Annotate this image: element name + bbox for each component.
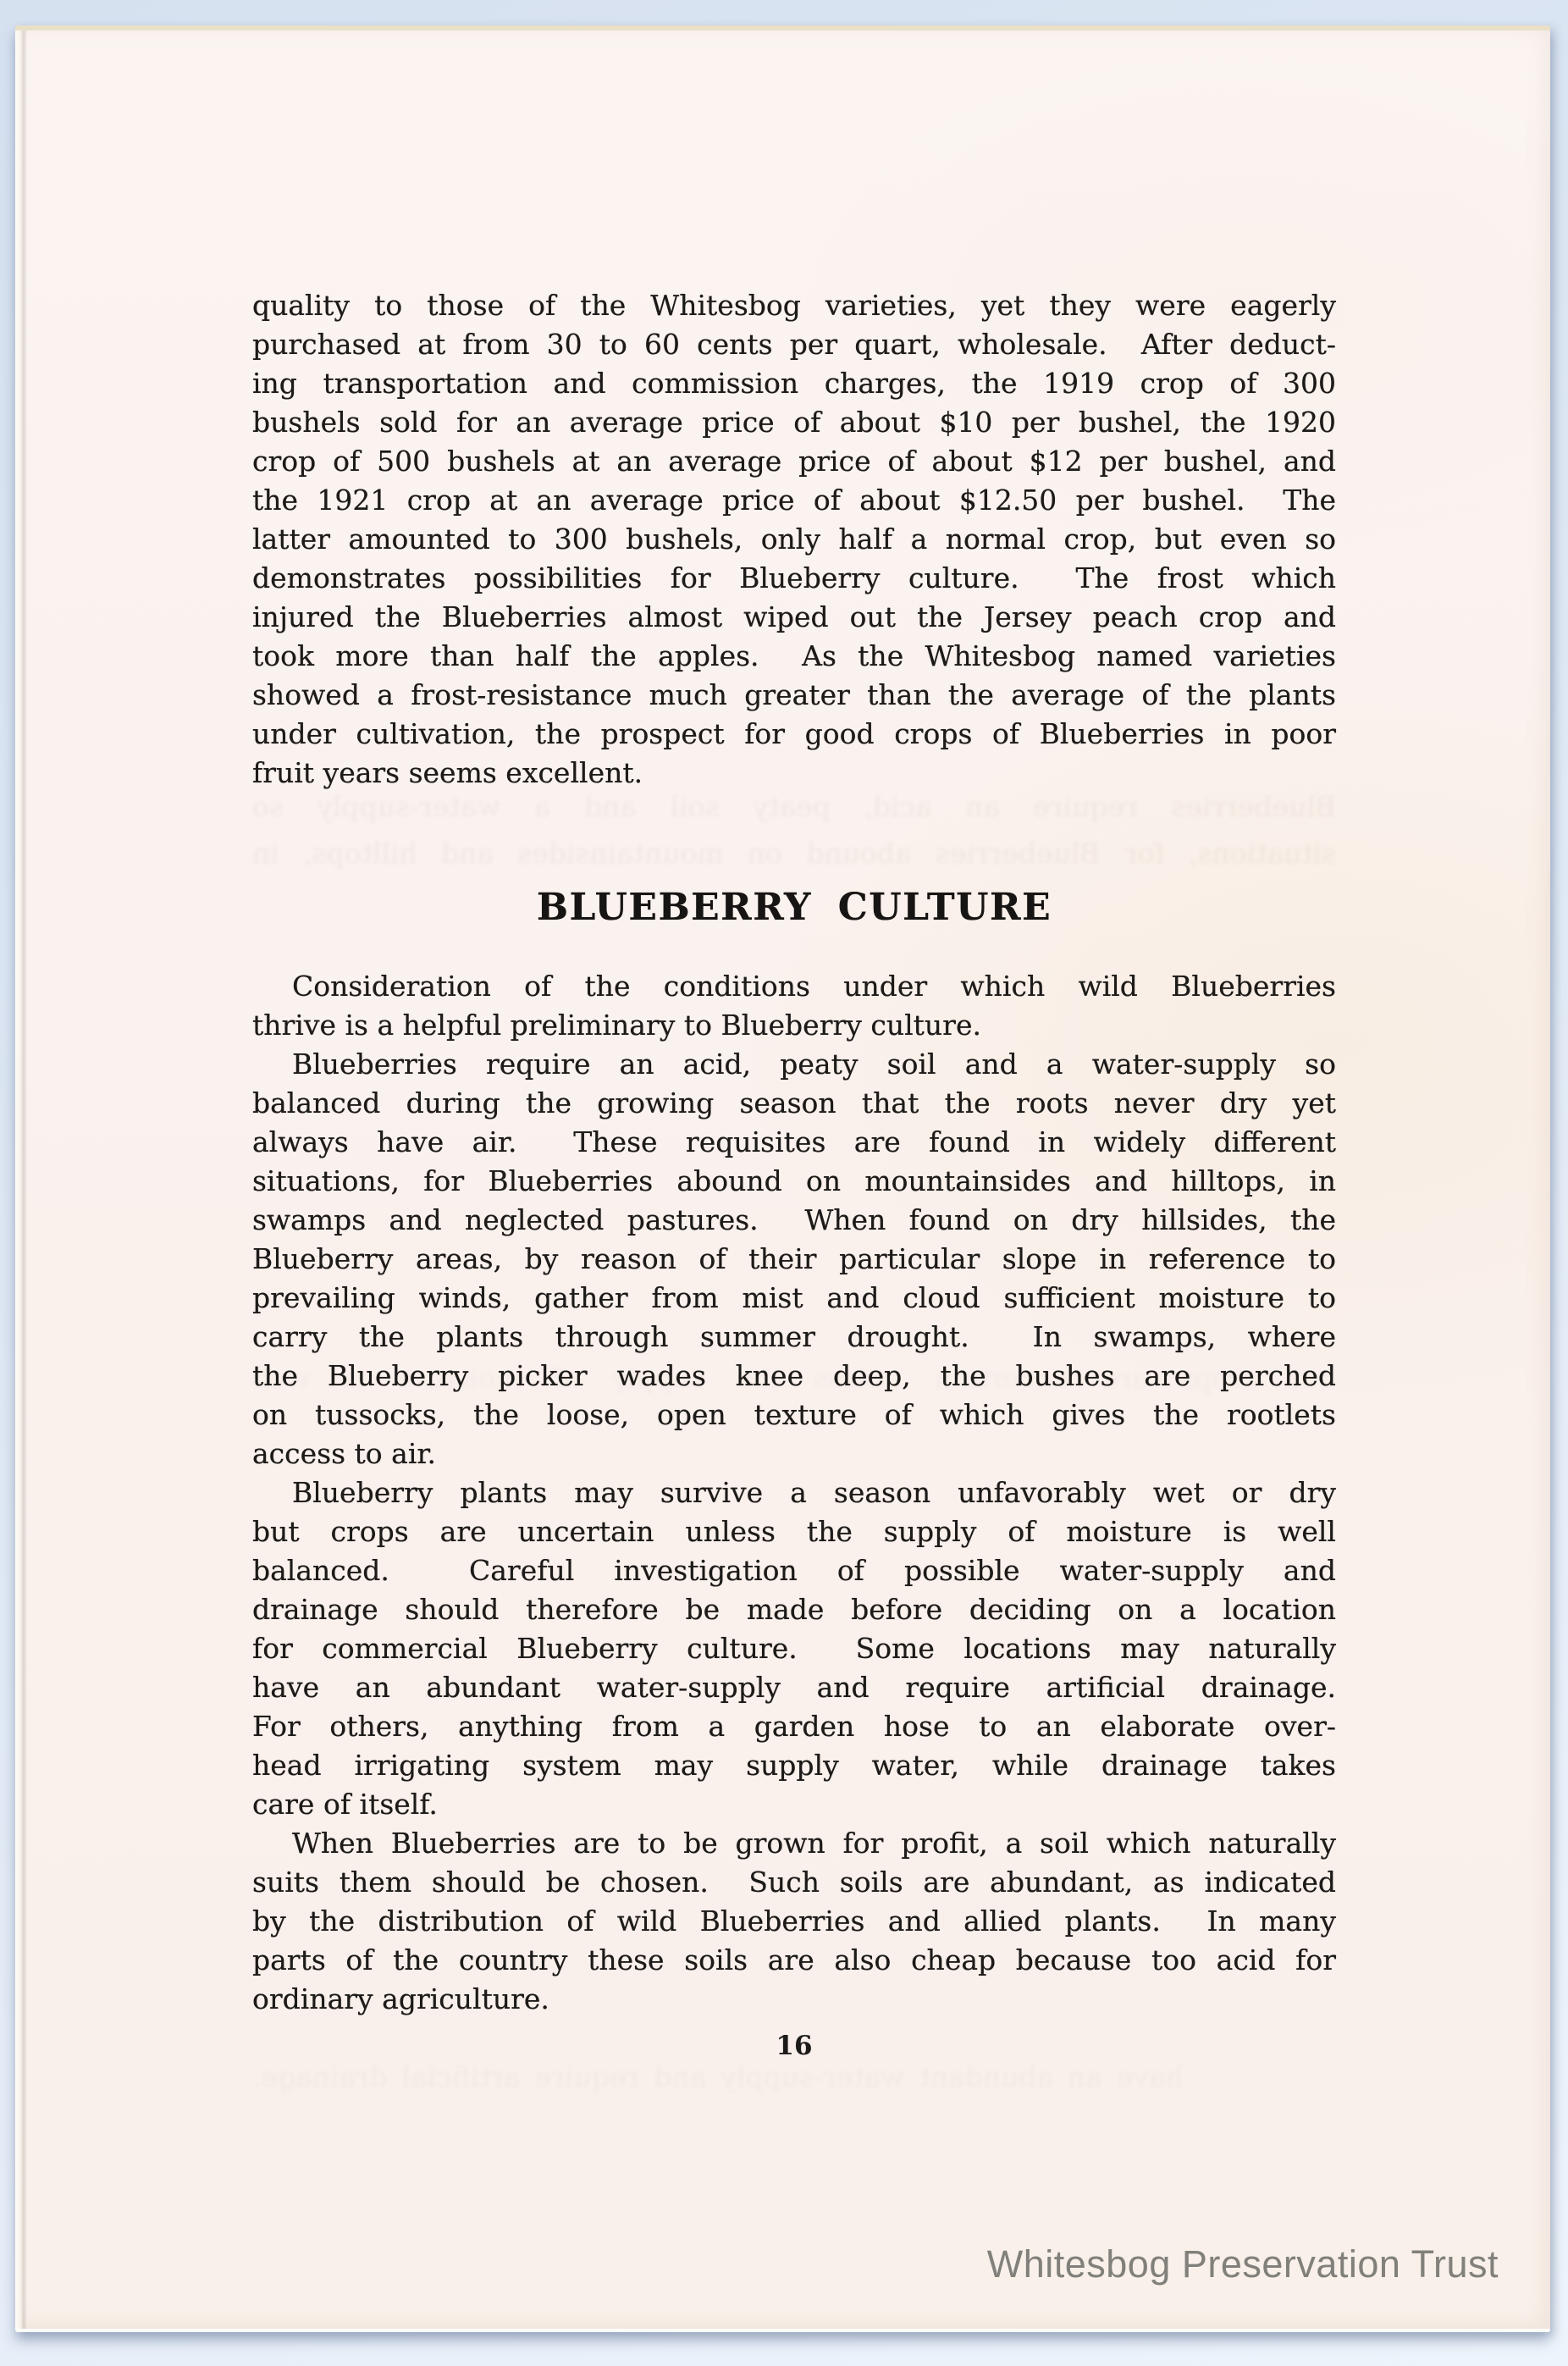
page-text-block: [252, 286, 1336, 2063]
text-line: care of itself.: [252, 1788, 438, 1821]
text-line: have an abundant water-supply and require artificial drainage.: [252, 1671, 1336, 1704]
text-line: by the distribution of wild Blueberries and allied plants. In many: [252, 1904, 1336, 1938]
text-line: situations, for Blueberries abound on mountainsides and hilltops, in: [252, 1164, 1336, 1197]
text-line: latter amounted to 300 bushels, only half a normal crop, but even so: [252, 522, 1336, 556]
book-page: [15, 25, 1550, 2332]
text-line: on tussocks, the loose, open texture of which gives the rootlets: [252, 1398, 1336, 1431]
watermark-text: Whitesbog Preservation Trust: [986, 2242, 1499, 2286]
paragraph-grown-for-profit: [252, 1824, 1336, 2019]
text-line: When Blueberries are to be grown for profit, a soil which naturally: [292, 1827, 1336, 1860]
text-line: the 1921 crop at an average price of about $12.50 per bushel. The: [252, 484, 1336, 517]
text-line: carry the plants through summer drought. In swamps, where: [252, 1320, 1336, 1353]
text-line: for commercial Blueberry culture. Some locations may naturally: [252, 1632, 1336, 1665]
paragraph-continuation: [252, 286, 1336, 793]
text-line: drainage should therefore be made before deciding on a location: [252, 1593, 1336, 1626]
text-line: head irrigating system may supply water, while drainage takes: [252, 1749, 1336, 1782]
text-line: took more than half the apples. As the Whitesbog named varieties: [252, 639, 1336, 672]
text-line: access to air.: [252, 1437, 437, 1470]
text-line: balanced during the growing season that the roots never dry yet: [252, 1086, 1336, 1119]
text-line: Blueberries require an acid, peaty soil and a water-supply so: [292, 1048, 1336, 1081]
text-line: thrive is a helpful preliminary to Blueberry culture.: [252, 1009, 981, 1042]
paragraph-consideration: [252, 967, 1336, 1045]
text-line: For others, anything from a garden hose to an elaborate over-: [252, 1710, 1336, 1743]
text-line: crop of 500 bushels at an average price of about $12 per bushel, and: [252, 445, 1336, 478]
ghost-line: situations, for Blueberries abound on mountainsides and hilltops, in: [252, 837, 1336, 870]
text-line: Blueberry plants may survive a season unfavorably wet or dry: [292, 1476, 1336, 1509]
text-line: bushels sold for an average price of about $10 per bushel, the 1920: [252, 406, 1336, 439]
text-line: balanced. Careful investigation of possible water-supply and: [252, 1554, 1336, 1587]
text-line: injured the Blueberries almost wiped out the Jersey peach crop and: [252, 600, 1336, 633]
text-line: showed a frost-resistance much greater than the average of the plants: [252, 678, 1336, 711]
text-line: ing transportation and commission charges, the 1919 crop of 300: [252, 367, 1336, 400]
paragraph-water-supply: [252, 1473, 1336, 1824]
text-line: purchased at from 30 to 60 cents per quart, wholesale. After deduct-: [252, 328, 1336, 361]
text-line: Consideration of the conditions under which wild Blueberries: [292, 970, 1336, 1003]
page-number: 16: [776, 2031, 813, 2061]
section-heading: BLUEBERRY CULTURE: [536, 886, 1052, 929]
text-line: quality to those of the Whitesbog varieties, yet they were eagerly: [252, 289, 1336, 322]
text-line: swamps and neglected pastures. When found on dry hillsides, the: [252, 1203, 1336, 1236]
text-line: ordinary agriculture.: [252, 1982, 549, 2015]
text-line: the Blueberry picker wades knee deep, the bushes are perched: [252, 1359, 1336, 1392]
page-stack-edge: [15, 30, 27, 2329]
ghost-line: Blueberries require an acid, peaty soil and a water-supply so: [252, 790, 1336, 823]
text-line: Blueberry areas, by reason of their particular slope in reference to: [252, 1242, 1336, 1275]
text-line: prevailing winds, gather from mist and cloud sufficient moisture to: [252, 1281, 1336, 1314]
text-line: but crops are uncertain unless the supply of moisture is well: [252, 1515, 1336, 1548]
text-line: fruit years seems excellent.: [252, 756, 643, 789]
text-line: always have air. These requisites are found in widely different: [252, 1125, 1336, 1158]
text-line: under cultivation, the prospect for good crops of Blueberries in poor: [252, 717, 1336, 750]
ghost-line: have an abundant water-supply and require artificial drainage.: [252, 2060, 1184, 2093]
text-line: parts of the country these soils are also cheap because too acid for: [252, 1943, 1336, 1976]
text-line: demonstrates possibilities for Blueberry culture. The frost which: [252, 561, 1336, 594]
paragraph-soil-requirements: [252, 1045, 1336, 1473]
text-line: suits them should be chosen. Such soils are abundant, as indicated: [252, 1866, 1336, 1899]
